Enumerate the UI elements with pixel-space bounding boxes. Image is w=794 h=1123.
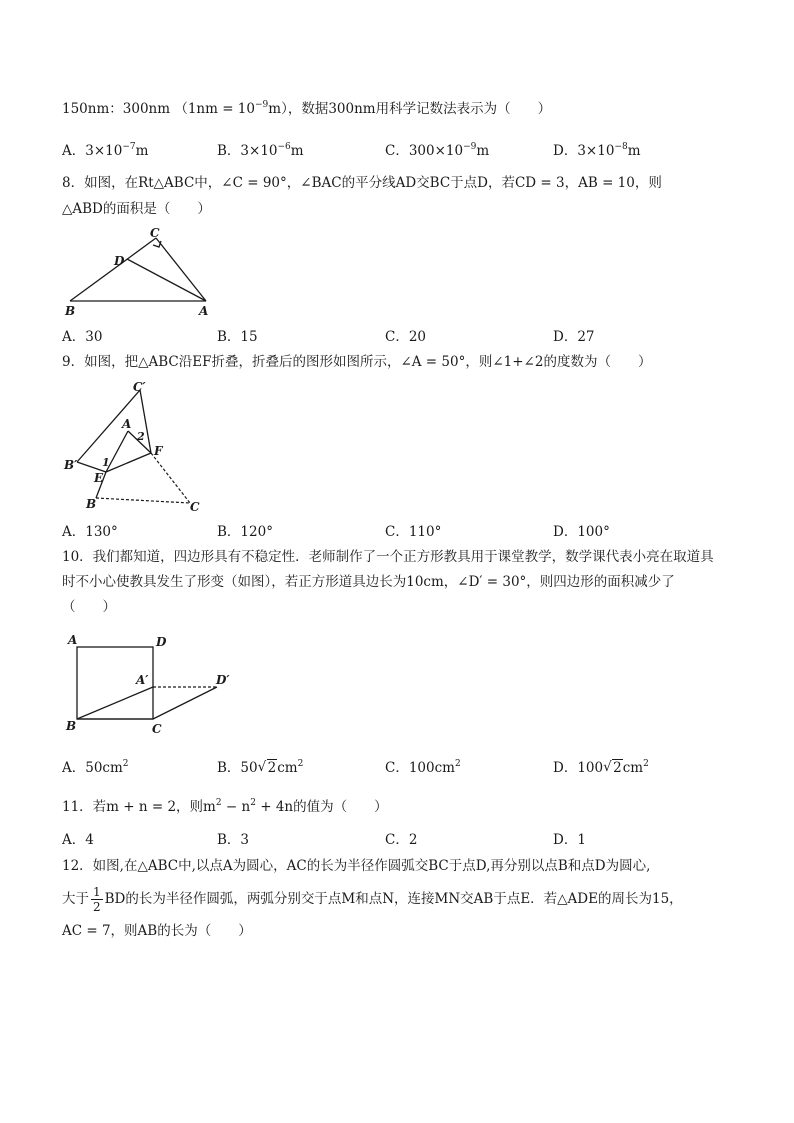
q11-option-a: A．4 <box>62 832 94 848</box>
q9-label-F: F <box>154 444 163 458</box>
q8-figure <box>60 225 220 320</box>
q10-label-C: C <box>152 722 162 736</box>
q9-label-C-prime: C′ <box>133 380 146 394</box>
q10-stem-line2: 时不小心使教具发生了形变（如图），若正方形道具边长为10cm，∠D′ = 30°，则四边形的面积减少了 <box>62 574 675 590</box>
q11-option-b: B．3 <box>217 832 250 848</box>
q7-stem: 150nm：300nm $(1nm = 10^{-9}m)$，数据300nm用科学记数法表示为（ ） <box>62 100 552 117</box>
q7-option-b: B．$3\times 10^{-6}m$ <box>217 142 304 159</box>
q10-label-D-prime: D′ <box>216 673 230 687</box>
q8-label-D: D <box>114 254 125 268</box>
q11-option-d: D．1 <box>553 832 586 848</box>
q10-line-BA-prime <box>77 687 153 719</box>
q9-label-1: 1 <box>102 456 110 469</box>
q10-line-CD-prime <box>153 687 217 719</box>
q7-option-c: C．$300\times 10^{-9}m$ <box>385 142 490 159</box>
q10-stem-line3: （ ） <box>62 599 116 615</box>
q9-label-B: B <box>86 497 97 511</box>
q9-label-A: A <box>122 417 132 431</box>
q8-option-d: D．27 <box>553 329 595 345</box>
q8-option-b: B．15 <box>217 329 258 345</box>
q9-option-d: D．100° <box>553 524 610 540</box>
q8-line-CA <box>156 238 206 301</box>
q10-label-D: D <box>156 635 167 649</box>
q9-label-C: C <box>190 500 200 514</box>
q8-label-A: A <box>199 304 209 318</box>
q9-dashed-BC <box>96 498 190 503</box>
q8-line-BC <box>70 238 156 301</box>
q10-label-A: A <box>68 633 78 647</box>
q10-label-A-prime: A′ <box>136 673 149 687</box>
q9-dashed-FC <box>151 453 190 503</box>
q12-stem-line1: 12．如图,在△ABC中,以点A为圆心，AC的长为半径作圆弧交BC于点D,再分别以点B和点D为圆心, <box>62 858 651 874</box>
q8-label-C: C <box>150 226 160 240</box>
q7-option-a: A．$3\times 10^{-7}m$ <box>62 142 149 159</box>
q9-line-EF <box>106 453 151 472</box>
q8-option-c: C．20 <box>385 329 427 345</box>
q10-stem-line1: 10．我们都知道，四边形具有不稳定性．老师制作了一个正方形教具用于课堂教学，数学课代表小亮在取道具 <box>62 549 714 565</box>
q9-label-E: E <box>94 471 104 485</box>
q9-option-a: A．130° <box>62 524 118 540</box>
q8-option-a: A．30 <box>62 329 103 345</box>
q11-option-c: C．2 <box>385 832 418 848</box>
q9-option-b: B．120° <box>217 524 273 540</box>
q9-figure <box>60 378 220 518</box>
q11-stem: 11．若m + n = 2，则$m^2 - n^2 + 4n$的值为（ ） <box>62 798 388 815</box>
q12-stem-line3: AC = 7，则AB的长为（ ） <box>62 923 252 939</box>
q8-line-DA <box>127 259 206 301</box>
q10-option-a: A．$50cm^2$ <box>62 759 129 776</box>
q9-label-B-prime: B′ <box>64 458 78 472</box>
q10-option-c: C．$100cm^2$ <box>385 759 461 776</box>
q8-stem-line1: 8．如图，在Rt△ABC中，∠C = 90°，∠BAC的平分线AD交BC于点D，若CD = 3，AB = 10，则 <box>62 175 662 191</box>
q10-label-B: B <box>66 719 77 733</box>
q12-fraction: $\frac{1}{2}$ <box>93 885 101 914</box>
q7-option-d: D．$3\times 10^{-8}m$ <box>553 142 641 159</box>
q10-figure <box>60 630 240 740</box>
q9-stem: 9．如图，把△ABC沿EF折叠，折叠后的图形如图所示，∠A = 50°，则∠1+∠2的度数为（ ） <box>62 354 652 370</box>
q10-option-b: B．50√ $2cm^2$ <box>217 759 303 777</box>
q12-stem-line2: 大于 $\frac{1}{2}$ BD的长为半径作圆弧，两弧分别交于点M和点N，连接MN交AB于点E．若△ADE的周长为15， <box>62 885 683 914</box>
q8-stem-line2: △ABD的面积是（ ） <box>62 201 211 217</box>
q8-label-B: B <box>65 304 76 318</box>
q10-option-d: D．100√ $2cm^2$ <box>553 759 649 777</box>
q9-option-c: C．110° <box>385 524 442 540</box>
q9-label-2: 2 <box>137 430 145 443</box>
